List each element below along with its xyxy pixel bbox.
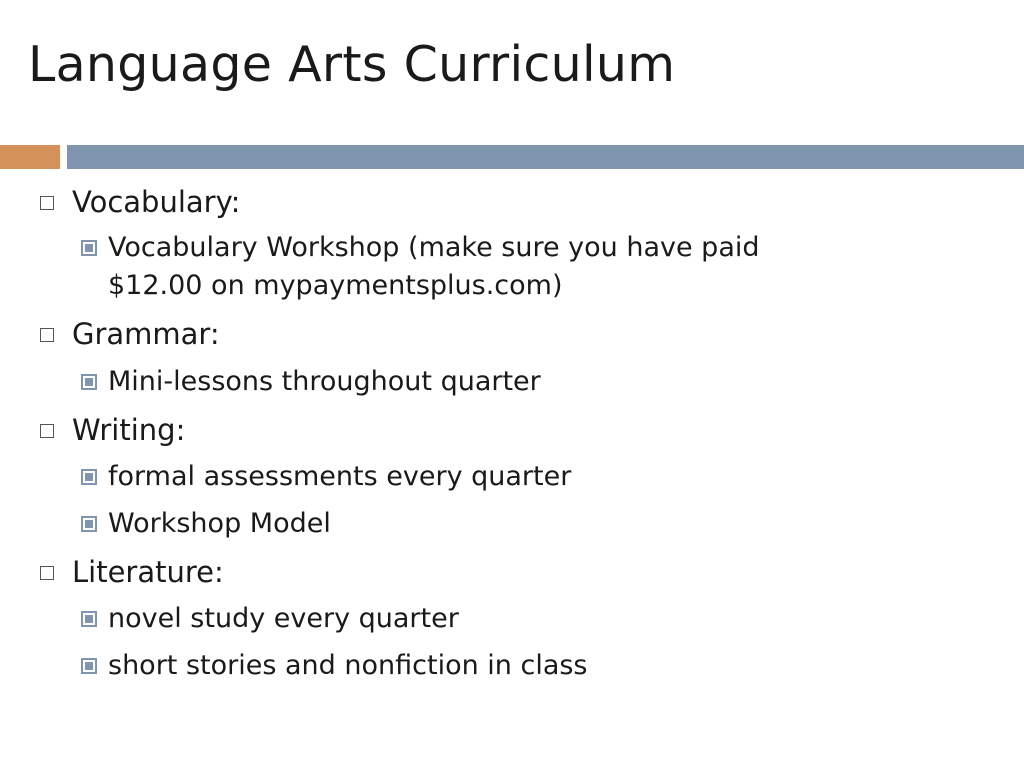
sub-bullet-line: Vocabulary Workshop (make sure you have paid	[108, 232, 760, 263]
sub-bullet-novel-study: novel study every quarter	[108, 603, 459, 634]
sub-bullet-formal-assessments: formal assessments every quarter	[108, 461, 572, 492]
slide-title: Language Arts Curriculum	[28, 36, 676, 93]
sub-bullet-mini-lessons: Mini-lessons throughout quarter	[108, 366, 541, 397]
sub-bullet-line: $12.00 on mypaymentsplus.com)	[108, 270, 563, 301]
bullet-vocabulary: Vocabulary:	[72, 185, 241, 219]
bullet-writing: Writing:	[72, 413, 186, 447]
square-bullet-icon	[40, 196, 54, 210]
filled-square-bullet-icon	[81, 611, 97, 627]
sub-bullet-short-stories: short stories and nonfiction in class	[108, 650, 588, 681]
bullet-literature: Literature:	[72, 555, 224, 589]
sub-bullet-vocabulary-workshop	[108, 229, 760, 305]
bullet-grammar: Grammar:	[72, 317, 220, 351]
filled-square-bullet-icon	[81, 516, 97, 532]
square-bullet-icon	[40, 328, 54, 342]
filled-square-bullet-icon	[81, 374, 97, 390]
filled-square-bullet-icon	[81, 658, 97, 674]
filled-square-bullet-icon	[81, 469, 97, 485]
filled-square-bullet-icon	[81, 240, 97, 256]
square-bullet-icon	[40, 566, 54, 580]
square-bullet-icon	[40, 424, 54, 438]
sub-bullet-workshop-model: Workshop Model	[108, 508, 331, 539]
